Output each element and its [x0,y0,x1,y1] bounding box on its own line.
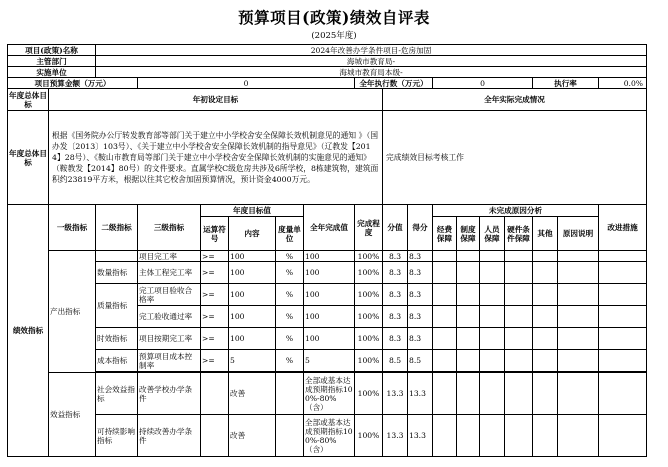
actual-completion-header: 全年实际完成情况 [383,89,647,111]
operator-cell [201,415,229,457]
sustainable-impact-label: 可持续影响指标 [96,415,138,457]
level3-cell: 项目按期完工率 [138,328,201,350]
operator-cell [201,373,229,415]
executed-value: 0 [433,78,533,89]
operator-cell: >= [201,350,229,372]
document-title: 预算项目(政策)绩效自评表 [238,8,430,27]
level3-cell: 预算项目成本控制率 [138,350,201,372]
operator-cell: >= [201,306,229,328]
executed-label: 全年执行数（万元） [355,78,433,89]
header-completion-degree: 完成程度 [355,205,383,251]
project-name-value: 2024年改善办学条件项目-危房加固 [96,45,647,56]
content-cell: 100 [229,262,276,284]
value-cell: 8.3 [383,262,408,284]
header-reason-funding: 经费保障 [433,217,457,251]
budget-label: 项目预算金额（万元） [8,78,138,89]
unit-cell: % [276,262,304,284]
benefit-indicator-label: 效益指标 [49,373,96,457]
degree-cell: 100% [355,415,383,457]
degree-cell: 100% [355,306,383,328]
rate-label: 执行率 [533,78,599,89]
document-year: (2025年度) [311,31,357,41]
level3-cell: 主体工程完工率 [138,262,201,284]
operator-cell: >= [201,251,229,262]
header-operator: 运算符号 [201,217,229,251]
score-cell: 8.3 [408,262,433,284]
level3-cell: 持续改善办学条件 [138,415,201,457]
operator-cell: >= [201,328,229,350]
level3-cell: 项目完工率 [138,251,201,262]
degree-cell: 100% [355,284,383,306]
header-reason-note: 原因说明 [558,217,599,251]
content-cell: 100 [229,251,276,262]
unit-cell: % [276,306,304,328]
degree-cell: 100% [355,350,383,372]
quantity-indicator-label: 数量指标 [96,262,138,284]
value-cell: 8.3 [383,251,408,262]
output-indicator-label: 产出指标 [49,251,96,373]
score-cell: 13.3 [408,373,433,415]
operator-cell: >= [201,262,229,284]
done-cell: 100 [304,284,355,306]
degree-cell: 100% [355,328,383,350]
level3-cell: 改善学校办学条件 [138,373,201,415]
header-content: 内容 [229,217,276,251]
done-cell: 全部或基本达成预期指标100%-80%（含） [304,415,355,457]
done-cell: 100 [304,262,355,284]
degree-cell: 100% [355,251,383,262]
score-cell: 8.3 [408,284,433,306]
header-reason-system: 制度保障 [457,217,480,251]
evaluation-table [7,44,647,457]
rate-value: 0.0% [599,78,647,89]
operator-cell: >= [201,284,229,306]
value-cell: 8.3 [383,306,408,328]
done-cell: 100 [304,328,355,350]
header-completion-value: 全年完成值 [304,205,355,251]
done-cell: 全部或基本达成预期指标100%-80%（含） [304,373,355,415]
header-level1: 一级指标 [49,205,96,251]
score-cell: 8.3 [408,306,433,328]
actual-completion-text: 完成绩效目标考核工作 [383,111,647,205]
unit-cell [276,415,304,457]
header-level3: 三级指标 [138,205,201,251]
header-reason-staff: 人员保障 [480,217,505,251]
header-reasons: 未完成原因分析 [433,205,599,217]
value-cell: 13.3 [383,373,408,415]
content-cell: 100 [229,284,276,306]
dept-label: 主管部门 [8,56,96,67]
cost-indicator-label: 成本指标 [96,350,138,372]
dept-value: 海城市教育局- [96,56,647,67]
score-cell: 8.5 [408,350,433,372]
initial-goal-header: 年初设定目标 [49,89,383,111]
level3-cell: 完工项目验收合格率 [138,284,201,306]
quality-indicator-label: 质量指标 [96,284,138,328]
level3-cell: 完工验收通过率 [138,306,201,328]
unit-cell [276,373,304,415]
header-unit: 度量单位 [276,217,304,251]
degree-cell: 100% [355,373,383,415]
content-cell: 100 [229,306,276,328]
project-name-label: 项目(政策)名称 [8,45,96,56]
value-cell: 13.3 [383,415,408,457]
header-reason-other: 其他 [533,217,558,251]
goals-header-label: 年度总体目标 [9,90,47,109]
value-cell: 8.3 [383,328,408,350]
header-score-value: 分值 [383,205,408,251]
initial-goal-text: 根据《国务院办公厅转发教育部等部门关于建立中小学校舍安全保障长效机制意见的通知 》（国办发〔2013〕103号）、《关于建立中小学校舍安全保障长效机制的指导意见》（辽教发【2014】28号）、《鞍山市教育局等部门关于建立中小学校舍安全保障长效机制的实施意见的通知》（鞍教发【2014】80号）的文件要求。直属学校C级危房共涉及6所学校，8栋建筑物，建筑面积约23819平方米，根据以往其它校舍加固预算情况，预计资金4000万元。 [49,111,383,205]
unit-label: 实施单位 [8,67,96,78]
header-improve: 改进措施 [599,205,647,251]
header-annual-target: 年度目标值 [201,205,304,217]
value-cell: 8.5 [383,350,408,372]
done-cell: 100 [304,306,355,328]
unit-cell: % [276,251,304,262]
content-cell: 5 [229,350,276,372]
unit-cell: % [276,350,304,372]
header-score: 得分 [408,205,433,251]
header-reason-hardware: 硬件条件保障 [505,217,533,251]
content-cell: 100 [229,328,276,350]
social-benefit-label: 社会效益指标 [96,373,138,415]
score-cell: 8.3 [408,328,433,350]
degree-cell: 100% [355,262,383,284]
score-cell: 8.3 [408,251,433,262]
content-cell: 改善 [229,415,276,457]
done-cell: 100 [304,251,355,262]
value-cell: 8.3 [383,284,408,306]
unit-value: 海城市教育局本级- [96,67,647,78]
content-cell: 改善 [229,373,276,415]
unit-cell: % [276,328,304,350]
done-cell: 5 [304,350,355,372]
unit-cell: % [276,284,304,306]
perf-section-label: 绩效指标 [8,205,49,457]
budget-value: 0 [138,78,355,89]
goals-row-label: 年度总体目标 [8,111,49,205]
header-level2: 二级指标 [96,205,138,251]
score-cell: 13.3 [408,415,433,457]
timeliness-indicator-label: 时效指标 [96,328,138,350]
